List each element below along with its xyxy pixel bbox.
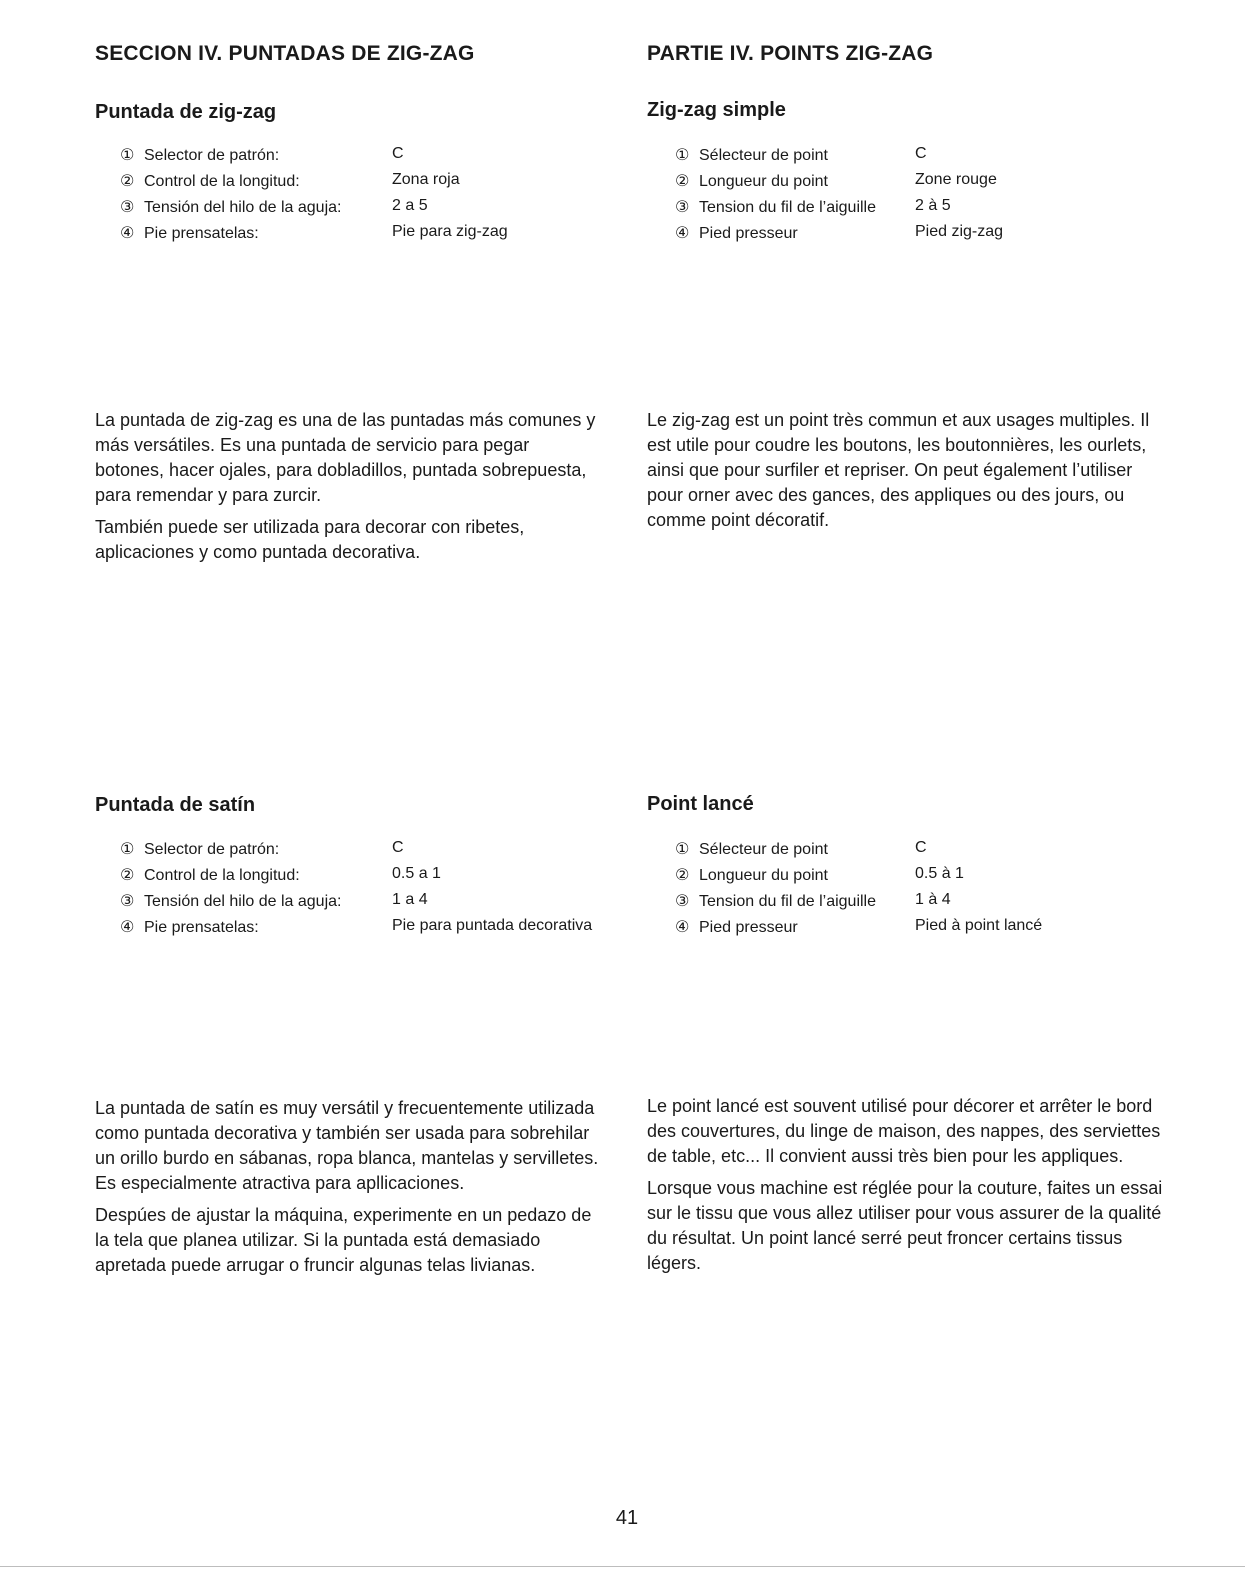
paragraph: La puntada de zig-zag es una de las puntadas más comunes y más versátiles. Es una puntada de servicio para pegar botones, hacer ojales, para dobladillos, puntada sobrepuesta, para remendar y para zurcir. [95,410,596,505]
zigzag-description-fr [647,408,1167,540]
spec-value: Pie para puntada decorativa [392,917,593,934]
spec-value: 0.5 a 1 [392,865,441,882]
spec-value: Zona roja [392,171,460,188]
spec-label: Sélecteur de point [699,147,828,164]
spec-value: Pie para zig-zag [392,223,508,240]
satin-description-fr [647,1094,1172,1283]
spec-number: ④ [120,225,135,242]
spec-number: ② [120,173,135,190]
spec-label: Tension du fil de l’aiguille [699,199,876,216]
paragraph: Despúes de ajustar la máquina, experimente en un pedazo de la tela que planea utilizar. Si la puntada está demasiado apretada puede arrugar o fruncir algunas telas livianas. [95,1205,592,1275]
spec-number: ④ [675,225,690,242]
spec-row [675,171,997,191]
paragraph: También puede ser utilizada para decorar con ribetes, aplicaciones y como puntada decorativa. [95,517,525,562]
spec-row [675,865,964,885]
spec-number: ① [675,841,690,858]
spec-number: ③ [675,199,690,216]
spec-number: ② [120,867,135,884]
spec-row [675,891,951,911]
spec-value: 0.5 à 1 [915,865,964,882]
spec-row [675,197,951,217]
spec-label: Pie prensatelas: [144,225,259,242]
satin-title-fr: Point lancé [647,793,754,815]
paragraph: Le zig-zag est un point très commun et aux usages multiples. Il est utile pour coudre les boutons, les boutonnières, les ourlets, ainsi que pour surfiler et repriser. On peut également l’utiliser pour orner avec des gances, des appliques ou des jours, ou comme point décoratif. [647,410,1150,530]
spec-label: Selector de patrón: [144,147,280,164]
spec-number: ③ [120,893,135,910]
bottom-rule [0,1566,1245,1567]
spec-number: ③ [675,893,690,910]
spec-label: Control de la longitud: [144,173,300,190]
satin-description-es [95,1096,605,1285]
spec-row [675,839,927,859]
spec-label: Tensión del hilo de la aguja: [144,199,342,216]
spec-row [120,865,441,885]
zigzag-title-fr: Zig-zag simple [647,99,786,121]
spec-row [675,917,1043,937]
spec-label: Control de la longitud: [144,867,300,884]
spec-value: C [392,839,404,856]
spec-row [120,197,428,217]
spec-number: ④ [675,919,690,936]
spec-row [675,223,1004,243]
spec-number: ③ [120,199,135,216]
spec-number: ① [675,147,690,164]
spec-value: Pied zig-zag [915,223,1004,240]
page-number: 41 [615,1507,639,1529]
section-title-fr: PARTIE IV. POINTS ZIG-ZAG [647,42,934,65]
zigzag-description-es [95,408,600,572]
spec-value: C [915,145,927,162]
spec-number: ② [675,867,690,884]
spec-label: Pied presseur [699,919,798,936]
spec-value: 1 a 4 [392,891,428,908]
spec-label: Pied presseur [699,225,798,242]
spec-value: C [392,145,404,162]
spec-value: 2 à 5 [915,197,951,214]
spec-number: ① [120,841,135,858]
spec-row [120,891,428,911]
spec-label: Pie prensatelas: [144,919,259,936]
spec-row [120,917,593,937]
spec-number: ④ [120,919,135,936]
spec-label: Sélecteur de point [699,841,828,858]
spec-value: Zone rouge [915,171,997,188]
spec-number: ① [120,147,135,164]
spec-value: 1 à 4 [915,891,951,908]
zigzag-title-es: Puntada de zig-zag [95,101,277,123]
spec-row [675,145,927,165]
spec-row [120,171,460,191]
spec-label: Selector de patrón: [144,841,280,858]
satin-title-es: Puntada de satín [95,794,256,816]
spec-label: Longueur du point [699,173,828,190]
spec-row [120,839,404,859]
spec-value: C [915,839,927,856]
spec-row [120,145,404,165]
spec-row [120,223,508,243]
section-title-es: SECCION IV. PUNTADAS DE ZIG-ZAG [95,42,475,65]
spec-label: Longueur du point [699,867,828,884]
paragraph: La puntada de satín es muy versátil y frecuentemente utilizada como puntada decorativa y también ser usada para sobrehilar un orillo burdo en sábanas, ropa blanca, mantelas y servilletes. Es especialmente atractiva para apllicaciones. [95,1098,599,1193]
spec-number: ② [675,173,690,190]
spec-label: Tensión del hilo de la aguja: [144,893,342,910]
spec-label: Tension du fil de l’aiguille [699,893,876,910]
spec-value: 2 a 5 [392,197,428,214]
paragraph: Le point lancé est souvent utilisé pour décorer et arrêter le bord des couvertures, du linge de maison, des nappes, des serviettes de table, etc... Il convient aussi très bien pour les appliques. [647,1096,1161,1166]
spec-value: Pied à point lancé [915,917,1043,934]
paragraph: Lorsque vous machine est réglée pour la couture, faites un essai sur le tissu que vous allez utiliser pour vous assurer de la qualité du résultat. Un point lancé serré peut froncer certains tissus légers. [647,1178,1163,1273]
